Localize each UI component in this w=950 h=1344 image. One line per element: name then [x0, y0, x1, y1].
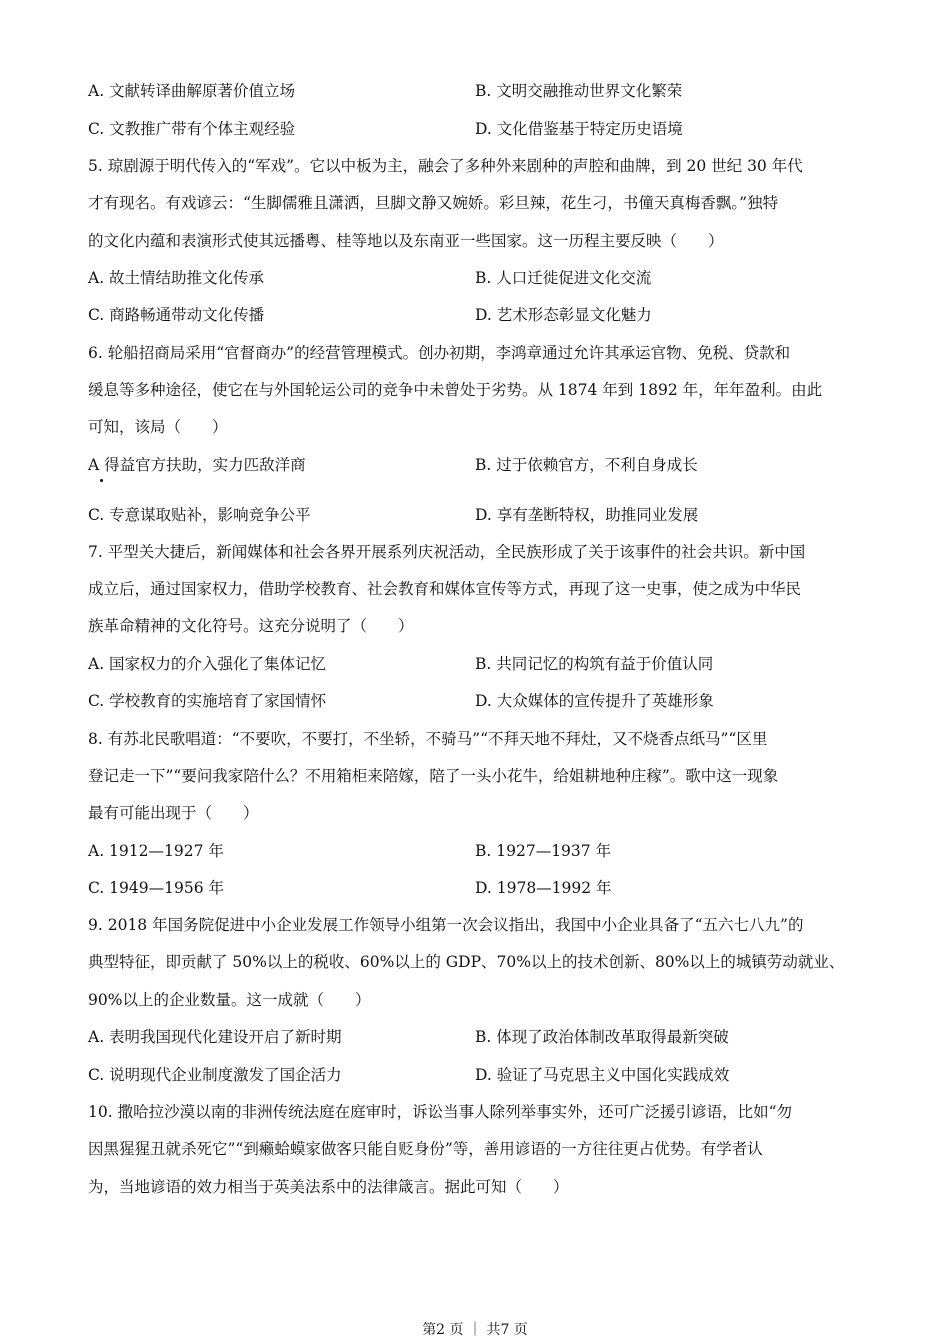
q6-option-c: C. 专意谋取贴补，影响竞争公平 [88, 506, 311, 524]
q9-stem-line-3: 90%以上的企业数量。这一成就（ ） [88, 991, 371, 1009]
q8-stem-line-1: 8. 有苏北民歌唱道：“不要吹，不要打，不坐轿，不骑马”“不拜天地不拜灶，又不烧香点纸马”“区里 [88, 730, 768, 748]
q6-option-b: B. 过于依赖官方，不利自身成长 [475, 456, 698, 474]
q8-option-a: A. 1912—1927 年 [88, 842, 224, 860]
q8-option-b: B. 1927—1937 年 [475, 842, 612, 860]
q6-stem-line-2: 缓息等多种途径，使它在与外国轮运公司的竞争中未曾处于劣势。从 1874 年到 1892 年，年年盈利。由此 [88, 381, 823, 399]
q7-stem-line-2: 成立后，通过国家权力，借助学校教育、社会教育和媒体宣传等方式，再现了这一史事，使之成为中华民 [88, 580, 802, 598]
q5-stem-line-3: 的文化内蕴和表演形式使其远播粤、桂等地以及东南亚一些国家。这一历程主要反映（ ） [88, 232, 724, 250]
q8-option-c: C. 1949—1956 年 [88, 879, 224, 897]
q9-option-a: A. 表明我国现代化建设开启了新时期 [88, 1028, 342, 1046]
q4-option-c: C. 文教推广带有个体主观经验 [88, 120, 296, 138]
q10-stem-line-3: 为，当地谚语的效力相当于英美法系中的法律箴言。据此可知（ ） [88, 1178, 569, 1196]
page-footer: 第2 页 ｜ 共7 页 [422, 1322, 528, 1338]
q7-option-b: B. 共同记忆的构筑有益于价值认同 [475, 655, 714, 673]
q5-stem-line-2: 才有现名。有戏谚云：“生脚儒雅且潇洒，旦脚文静又婉娇。彩旦辣，花生刁，书僮天真梅香飘。”独特 [88, 194, 779, 212]
q7-option-d: D. 大众媒体的宣传提升了英雄形象 [475, 692, 714, 710]
q8-stem-line-2: 登记走一下”“要问我家陪什么？不用箱柜来陪嫁，陪了一头小花牛，给姐耕地种庄稼”。歌中这一现象 [88, 767, 779, 785]
q10-stem-line-2: 因黑猩猩丑就杀死它”“到癞蛤蟆家做客只能自贬身份”等，善用谚语的一方往往更占优势。有学者认 [88, 1140, 763, 1158]
q4-option-b: B. 文明交融推动世界文化繁荣 [475, 82, 683, 100]
q7-stem-line-1: 7. 平型关大捷后，新闻媒体和社会各界开展系列庆祝活动，全民族形成了关于该事件的社会共识。新中国 [88, 543, 806, 561]
q6-stem-line-3: 可知，该局（ ） [88, 418, 228, 436]
q7-option-a: A. 国家权力的介入强化了集体记忆 [88, 655, 327, 673]
q9-option-c: C. 说明现代企业制度激发了国企活力 [88, 1066, 342, 1084]
q9-option-b: B. 体现了政治体制改革取得最新突破 [475, 1028, 729, 1046]
q9-option-d: D. 验证了马克思主义中国化实践成效 [475, 1066, 730, 1084]
q4-option-d: D. 文化借鉴基于特定历史语境 [475, 120, 683, 138]
q9-stem-line-1: 9. 2018 年国务院促进中小企业发展工作领导小组第一次会议指出，我国中小企业具备了“五六七八九”的 [88, 916, 804, 934]
q6-option-d: D. 享有垄断特权，助推同业发展 [475, 506, 699, 524]
stray-dot-mark [100, 479, 103, 482]
q5-option-c: C. 商路畅通带动文化传播 [88, 306, 265, 324]
q5-option-d: D. 艺术形态彰显文化魅力 [475, 306, 652, 324]
q6-option-a: A 得益官方扶助，实力匹敌洋商 [88, 456, 306, 474]
q8-option-d: D. 1978—1992 年 [475, 879, 612, 897]
q6-stem-line-1: 6. 轮船招商局采用“官督商办”的经营管理模式。创办初期，李鸿章通过允许其承运官物、免税、贷款和 [88, 344, 791, 362]
q8-stem-line-3: 最有可能出现于（ ） [88, 804, 259, 822]
q7-option-c: C. 学校教育的实施培育了家国情怀 [88, 692, 327, 710]
q5-stem-line-1: 5. 琼剧源于明代传入的“军戏”。它以中板为主，融会了多种外来剧种的声腔和曲牌，到 20 世纪 30 年代 [88, 157, 803, 175]
q10-stem-line-1: 10. 撒哈拉沙漠以南的非洲传统法庭在庭审时，诉讼当事人除列举事实外，还可广泛援引谚语，比如“勿 [88, 1103, 793, 1121]
q7-stem-line-3: 族革命精神的文化符号。这充分说明了（ ） [88, 617, 414, 635]
q5-option-b: B. 人口迁徙促进文化交流 [475, 269, 652, 287]
q9-stem-line-2: 典型特征，即贡献了 50%以上的税收、60%以上的 GDP、70%以上的技术创新、80%以上的城镇劳动就业、 [88, 953, 845, 971]
q5-option-a: A. 故土情结助推文化传承 [88, 269, 265, 287]
q4-option-a: A. 文献转译曲解原著价值立场 [88, 82, 296, 100]
